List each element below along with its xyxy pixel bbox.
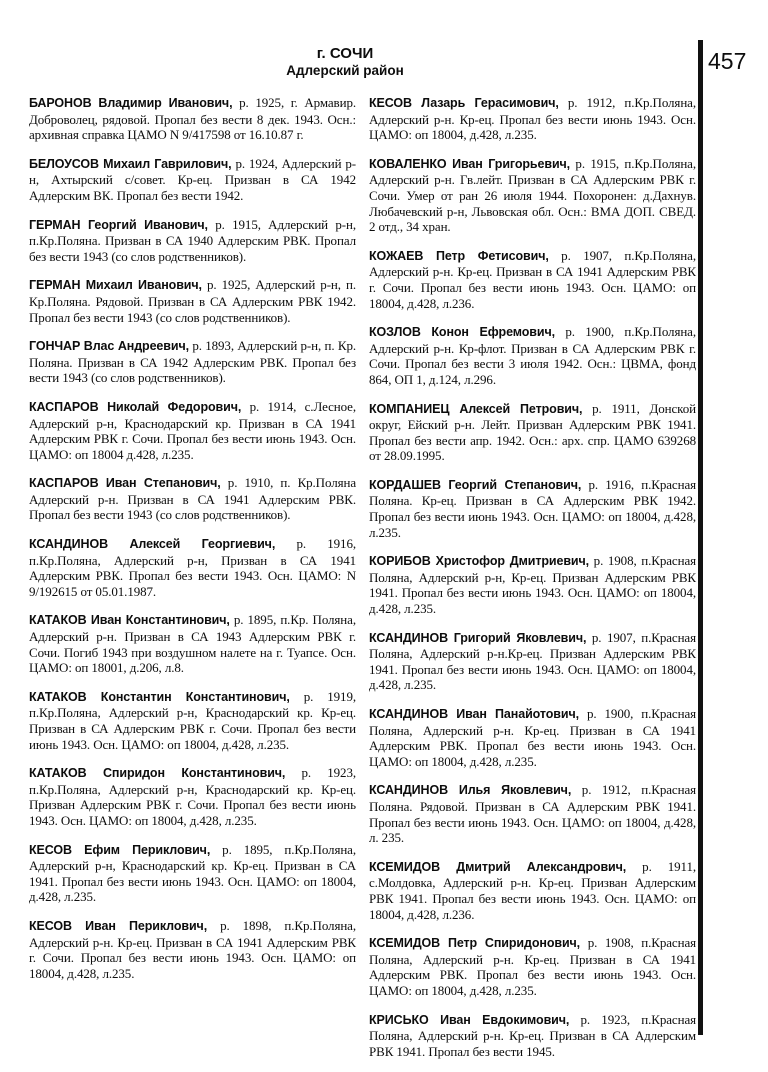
list-item bbox=[29, 689, 356, 752]
entry-name: КСЕМИДОВ Дмитрий Александрович, bbox=[369, 859, 627, 874]
entry-text: р. 1895, п.Кр. Поляна, Адлерский р-н. Призван в СА 1943 Адлерским РВК г. Сочи. Погиб 1943 при воздушном налете на г. Туапсе. Осн. ЦАМО: оп 18001, д.206, л.8. bbox=[29, 612, 356, 676]
entry-text: р. 1893, Адлерский р-н, п. Кр. Поляна. Призван в СА 1942 Адлерским РВК. Пропал без вести 1943 (со слов родственников). bbox=[29, 338, 356, 386]
list-item bbox=[369, 1012, 696, 1060]
entry-name: БАРОНОВ Владимир Иванович, bbox=[29, 96, 233, 110]
entry-name: КСЕМИДОВ Петр Спиридонович, bbox=[369, 936, 581, 951]
right-column bbox=[369, 95, 696, 1072]
list-item bbox=[369, 706, 696, 769]
entry-name: КЕСОВ Иван Периклович, bbox=[29, 918, 208, 933]
entry-text: р. 1912, п.Кр.Поляна, Адлерский р-н. Кр-ец. Пропал без вести июнь 1943. Осн. ЦАМО: оп 18004, д.428, л.235. bbox=[369, 95, 696, 143]
entry-text: р. 1925, Адлерский р-н, п. Кр.Поляна. Рядовой. Призван в СА Адлерским РВК 1942. Пропал без вести 1943 (со слов родственников). bbox=[29, 277, 357, 325]
list-item bbox=[369, 782, 696, 845]
entry-name: КОЗЛОВ Конон Ефремович, bbox=[369, 325, 555, 340]
list-item bbox=[29, 277, 356, 325]
left-column bbox=[29, 95, 356, 994]
entry-name: КАТАКОВ Константин Константинович, bbox=[29, 689, 290, 704]
page-header bbox=[0, 45, 690, 79]
entry-text: р. 1900, п.Кр.Поляна, Адлерский р-н. Кр-флот. Призван в СА Адлерским РВК г. Сочи. Пропал без вести 3 июля 1942. Осн.: ЦВМА, фонд 864, ОП 1, д.124, л.296. bbox=[369, 324, 696, 387]
entry-text: р. 1907, п.Кр.Поляна, Адлерский р-н. Кр-ец. Призван в СА 1941 Адлерским РВК г. Сочи. Пропал без вести июнь 1943. Осн. ЦАМО: оп 18004, д.428, л.236. bbox=[369, 247, 696, 311]
entry-name: КЕСОВ Лазарь Герасимович, bbox=[369, 96, 559, 110]
entry-name: ГОНЧАР Влас Андреевич, bbox=[29, 339, 189, 354]
entry-name: КСАНДИНОВ Григорий Яковлевич, bbox=[369, 630, 587, 645]
list-item bbox=[29, 217, 356, 265]
entry-name: КАСПАРОВ Иван Степанович, bbox=[29, 476, 221, 491]
entry-text: р. 1900, п.Красная Поляна, Адлерский р-н. Кр-ец. Призван в СА 1941 Адлерским РВК. Пропал без вести июнь 1943. Осн. ЦАМО: оп 18004, д.428, л.235. bbox=[369, 706, 696, 769]
entry-text: р. 1911, с.Молдовка, Адлерский р-н. Кр-ец. Призван Адлерским РВК 1941. Пропал без вести июнь 1943. Осн. ЦАМО: оп 18004, д.428, л.236. bbox=[369, 858, 697, 922]
list-item bbox=[29, 475, 356, 523]
entry-text: р. 1907, п.Красная Поляна, Адлерский р-н.Кр-ец. Призван Адлерским РВК 1941. Пропал без вести июнь 1943. Осн. ЦАМО: оп 18004, д.428, л.235. bbox=[369, 629, 696, 693]
entry-name: КОРДАШЕВ Георгий Степанович, bbox=[369, 477, 582, 492]
entry-text: р. 1916, п.Кр.Поляна, Адлерский р-н, Призван в СА 1941 Адлерским РВК. Пропал без вести 1943. Осн. ЦАМО: N 9/192615 от 05.01.1987. bbox=[29, 536, 356, 599]
entry-name: ГЕРМАН Георгий Иванович, bbox=[29, 217, 208, 232]
entry-text: р. 1911, Донской округ, Ейский р-н. Лейт. Призван Адлерским РВК 1941. Пропал без вести апр. 1942. Осн.: арх. спр. ЦАМО 639268 от 28.09.1995. bbox=[369, 400, 696, 464]
entry-text: р. 1925, г. Армавир. Доброволец, рядовой. Пропал без вести 8 дек. 1943. Осн.: архивная справка ЦАМО N 9/417598 от 16.10.87 г. bbox=[29, 95, 356, 143]
list-item bbox=[29, 338, 356, 386]
entry-text: р. 1919, п.Кр.Поляна, Адлерский р-н, Краснодарский кр. Кр-ец. Призван в СА Адлерским РВК г. Сочи. Пропал без вести июнь 1943. Осн. ЦАМО: оп 18004, д.428, л.235. bbox=[29, 688, 356, 752]
list-item bbox=[29, 95, 356, 143]
entry-text: р. 1908, п.Красная Поляна, Адлерский р-н. Кр-ец. Призван в СА 1941 Адлерским РВК. Пропал без вести июнь 1943. Осн. ЦАМО: оп 18004, д.428, л.235. bbox=[369, 935, 696, 998]
page-number: 457 bbox=[708, 48, 747, 74]
city-title: г. СОЧИ bbox=[316, 45, 374, 62]
entry-name: КОМПАНИЕЦ Алексей Петрович, bbox=[369, 401, 583, 416]
entry-name: КАТАКОВ Иван Константинович, bbox=[29, 613, 230, 628]
entry-text: р. 1912, п.Красная Поляна. Рядовой. Призван в СА Адлерским РВК 1941. Пропал без вести июнь 1943. Осн. ЦАМО: оп 18004, д.428, л. 235. bbox=[369, 782, 696, 846]
list-item bbox=[29, 612, 356, 675]
entry-text: р. 1914, с.Лесное, Адлерский р-н, Краснодарский кр. Призван в СА 1941 Адлерским РВК г. Сочи. Пропал без вести июнь 1943. Осн. ЦАМО: оп 18004 д.428, л.235. bbox=[29, 398, 356, 462]
list-item bbox=[369, 630, 696, 693]
district-subtitle: Адлерский район bbox=[286, 63, 404, 78]
list-item bbox=[369, 248, 696, 311]
list-item bbox=[369, 156, 696, 235]
list-item bbox=[29, 918, 356, 981]
list-item bbox=[369, 324, 696, 387]
entry-name: КЕСОВ Ефим Периклович, bbox=[29, 842, 211, 857]
list-item bbox=[369, 477, 696, 540]
list-item bbox=[29, 842, 356, 905]
entry-text: р. 1923, п.Красная Поляна, Адлерский р-н. Кр-ец. Призван в СА Адлерским РВК 1941. Пропал без вести 1945. bbox=[369, 1011, 696, 1059]
entry-text: р. 1924, Адлерский р-н, Ахтырский с/совет. Кр-ец. Призван в СА 1942 Адлерским ВК. Пропал без вести 1942. bbox=[29, 155, 356, 203]
entry-text: р. 1895, п.Кр.Поляна, Адлерский р-н, Краснодарский кр. Кр-ец. Призван в СА 1941. Пропал без вести июнь 1943. Осн. ЦАМО: оп 18004, д.428, л.235. bbox=[29, 841, 356, 905]
entry-name: КОРИБОВ Христофор Дмитриевич, bbox=[369, 554, 590, 569]
list-item bbox=[29, 765, 356, 828]
entry-name: КСАНДИНОВ Иван Панайотович, bbox=[369, 707, 579, 721]
entry-name: КАТАКОВ Спиридон Константинович, bbox=[29, 766, 286, 781]
entry-name: ГЕРМАН Михаил Иванович, bbox=[29, 278, 202, 293]
list-item bbox=[29, 399, 356, 462]
entry-name: КСАНДИНОВ Илья Яковлевич, bbox=[369, 783, 572, 798]
list-item bbox=[29, 536, 356, 599]
entry-name: КРИСЬКО Иван Евдокимович, bbox=[369, 1012, 570, 1027]
entry-text: р. 1898, п.Кр.Поляна, Адлерский р-н. Кр-ец. Призван в СА 1941 Адлерским РВК г. Сочи. Пропал без вести июнь 1943. Осн. ЦАМО: оп 18004, д.428, л.235. bbox=[29, 917, 356, 981]
entry-name: КАСПАРОВ Николай Федорович, bbox=[29, 399, 242, 414]
list-item bbox=[369, 859, 696, 922]
entry-text: р. 1915, Адлерский р-н, п.Кр.Поляна. Призван в СА 1940 Адлерским РВК. Пропал без вести 1943 (со слов родственников). bbox=[29, 216, 356, 264]
entry-name: КОЖАЕВ Петр Фетисович, bbox=[369, 248, 549, 263]
entry-name: КСАНДИНОВ Алексей Георгиевич, bbox=[29, 537, 276, 552]
list-item bbox=[369, 95, 696, 143]
entry-name: БЕЛОУСОВ Михаил Гаврилович, bbox=[29, 156, 232, 171]
list-item bbox=[369, 935, 696, 998]
list-item bbox=[29, 156, 356, 204]
entry-text: р. 1908, п.Красная Поляна, Адлерский р-н, Кр-ец. Призван Адлерским РВК 1941. Пропал без вести июнь 1943. Осн. ЦАМО: оп 18004, д.428, л.235. bbox=[369, 553, 696, 617]
page-edge-rule bbox=[698, 40, 703, 1035]
entry-name: КОВАЛЕНКО Иван Григорьевич, bbox=[369, 156, 571, 171]
list-item bbox=[369, 553, 696, 616]
list-item bbox=[369, 401, 696, 464]
entry-text: р. 1910, п. Кр.Поляна Адлерский р-н. Призван в СА 1941 Адлерским РВК. Пропал без вести 1943 (со слов родственников). bbox=[29, 475, 356, 523]
entry-text: р. 1923, п.Кр.Поляна, Адлерский р-н, Краснодарский кр. Кр-ец. Призван Адлерским РВК г. Сочи. Пропал без вести июнь 1943. Осн. ЦАМО: оп 18004, д.428, л.235. bbox=[29, 765, 356, 828]
entry-text: р. 1915, п.Кр.Поляна, Адлерский р-н. Гв.лейт. Призван в СА Адлерским РВК г. Сочи. Умер от ран 26 июля 1944. Похоронен: д.Дахнув. Любачевский р-н, Львовская обл. Осн.: ВМА ДОП. СВЕД. 2 отд., 34 хран. bbox=[369, 155, 697, 235]
entry-text: р. 1916, п.Красная Поляна. Кр-ец. Призван в СА Адлерским РВК 1942. Пропал без вести июнь 1943. Осн. ЦАМО: оп 18004, д.428, л.235. bbox=[369, 476, 696, 540]
